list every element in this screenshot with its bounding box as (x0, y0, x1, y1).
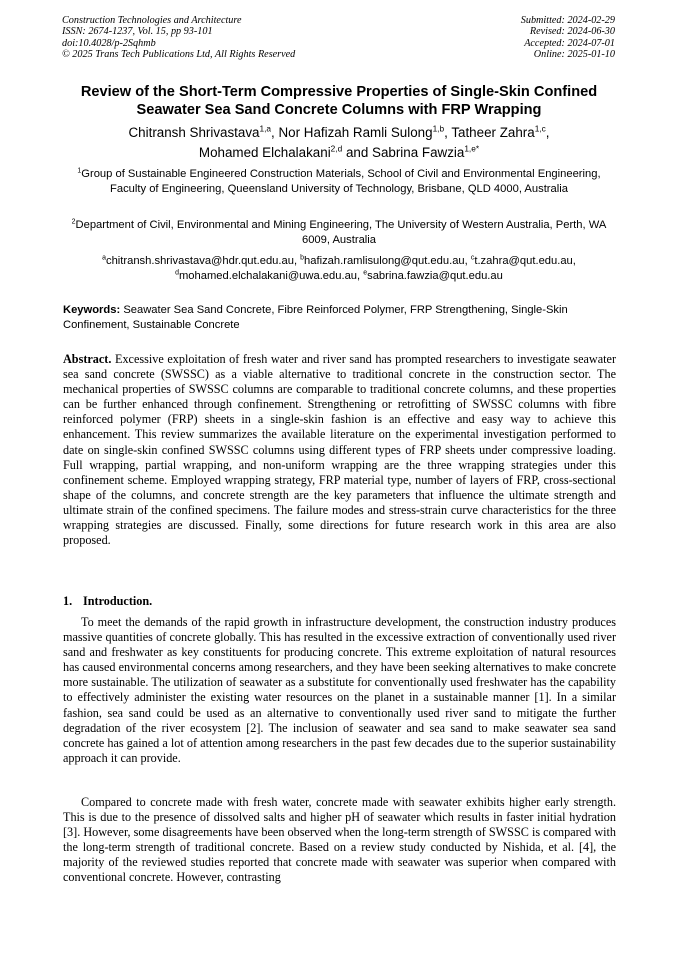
affiliation: $^1$Group of Sustainable Engineered Construction Materials, School of Civil and Environmental Engineering, Faculty of Engineering, Queensland University of Technology, Brisbane, QLD 4000, Australia (77, 167, 601, 195)
author-emails: $^a$chitransh.shrivastava@hdr.qut.edu.au, $^b$hafizah.ramlisulong@qut.edu.au, $^c$t.zahra@qut.edu.au, $^d$mohamed.elchalakani@uwa.edu.au, $^e$sabrina.fawzia@qut.edu.au (102, 254, 576, 282)
revised-date: Revised: 2024-06-30 (529, 26, 615, 38)
copyright-line: © 2025 Trans Tech Publications Ltd, All Rights Reserved (62, 49, 296, 61)
email[interactable]: $^b$hafizah.ramlisulong@qut.edu.au (300, 254, 465, 267)
abstract-text: Excessive exploitation of fresh water and river sand has prompted researchers to investigate seawater sea sand concrete (SWSSC) as a viable alternative to traditional concrete in the construction sector. The mechanical properties of SWSSC columns are comparable to traditional concrete columns, and these properties can be further enhanced through confinement. Strengthening or retrofitting of SWSSC columns with fibre reinforced polymer (FRP) sheets in a single-skin fashion is an effective and easy way to achieve this enhancement. This review summarizes the available literature on the experimental investigation performed to date on single-skin confined SWSSC columns using different types of FRP sheets under compressive loading. Full wrapping, partial wrapping, and non-uniform wrapping are the three wrapping strategies under this confinement scheme. Employed wrapping strategy, FRP material type, number of layers of FRP, cross-sectional shape of the columns, and concrete strength are the key parameters that influence the ultimate strength and ultimate strain of the confined specimens. The failure modes and stress-strain curve characteristics for the three wrapping strategies are discussed. Finally, some directions for future research work in this area are also proposed. (63, 352, 616, 548)
keywords (63, 303, 616, 332)
accepted-date: Accepted: 2024-07-01 (524, 37, 615, 49)
section-heading (63, 594, 152, 609)
email[interactable]: $^e$sabrina.fawzia@qut.edu.au (363, 268, 503, 282)
paper-title: Review of the Short-Term Compressive Properties of Single-Skin Confined Seawater Sea Sand Concrete Columns with FRP Wrapping (80, 84, 598, 118)
issn-line: ISSN: 2674-1237, Vol. 15, pp 93-101 (62, 26, 213, 38)
author: Nor Hafizah Ramli Sulong$^{1,b}$ (278, 123, 445, 140)
author: Sabrina Fawzia$^{1,e*}$ (372, 143, 480, 160)
doi-line: doi:10.4028/p-2Sqhmb (62, 37, 156, 49)
online-date: Online: 2025-01-10 (533, 49, 615, 61)
submitted-date: Submitted: 2024-02-29 (520, 15, 615, 26)
email[interactable]: $^c$t.zahra@qut.edu.au (470, 254, 573, 267)
section-title: Introduction. (83, 594, 153, 608)
body-paragraph: To meet the demands of the rapid growth in infrastructure development, the construction industry produces massive quantities of concrete globally. This has resulted in the excessive extraction of conventionally used river sand and freshwater as key constituents for producing concrete. This extreme exploitation of natural resources has caused environmental concerns among researchers, and they have been seeking alternatives to make concrete more sustainable. The utilization of seawater as a substitute for conventionally used freshwater has the capability to effectively administer the existing water resources on the planet in a sustainable manner [1]. In a similar fashion, sea sand could be used as an alternative to conventionally used river sand to mitigate the further degradation of the river ecosystem [2]. The inclusion of seawater and sea sand to make seawater sea sand concrete has gained a lot of attention among researchers in the past few decades due to the superior sustainability approach it can provide. (63, 615, 616, 765)
email[interactable]: $^a$chitransh.shrivastava@hdr.qut.edu.au (102, 254, 294, 267)
author: Tatheer Zahra$^{1,c}$ (451, 123, 546, 140)
affiliation: $^2$Department of Civil, Environmental and Mining Engineering, The University of Western Australia, Perth, WA 6009, Australia (71, 218, 607, 246)
keywords-label: Keywords: (63, 304, 121, 316)
keywords-text: Seawater Sea Sand Concrete, Fibre Reinforced Polymer, FRP Strengthening, Single-Skin Confinement, Sustainable Concrete (63, 304, 568, 331)
journal-header-right (521, 15, 615, 61)
abstract-label: Abstract. (63, 352, 112, 366)
author: Mohamed Elchalakani$^{2,d}$ (198, 143, 343, 160)
email[interactable]: $^d$mohamed.elchalakani@uwa.edu.au (175, 268, 358, 282)
journal-header-left (62, 15, 295, 61)
journal-name: Construction Technologies and Architecture (62, 15, 242, 26)
section-number: 1. (63, 594, 73, 608)
abstract (63, 352, 616, 548)
author: Chitransh Shrivastava$^{1,a}$ (128, 123, 272, 140)
body-paragraph: Compared to concrete made with fresh water, concrete made with seawater exhibits higher early strength. This is due to the presence of dissolved salts and higher pH of seawater which results in faster initial hydration [3]. However, some disagreements have been observed when the long-term strength of SWSSC is compared with the long-term strength of traditional concrete. Based on a review study conducted by Nishida, et al. [4], the majority of the reviewed studies reported that concrete made with seawater was superior when compared with conventional concrete. However, contrasting (63, 795, 616, 885)
author-list: Chitransh Shrivastava$^{1,a}$, Nor Hafizah Ramli Sulong$^{1,b}$, Tatheer Zahra$^{1,c}$, Mohamed Elchalakani$^{2,d}$ and Sabrina Fawzia$^{1,e*}$ (128, 123, 550, 160)
